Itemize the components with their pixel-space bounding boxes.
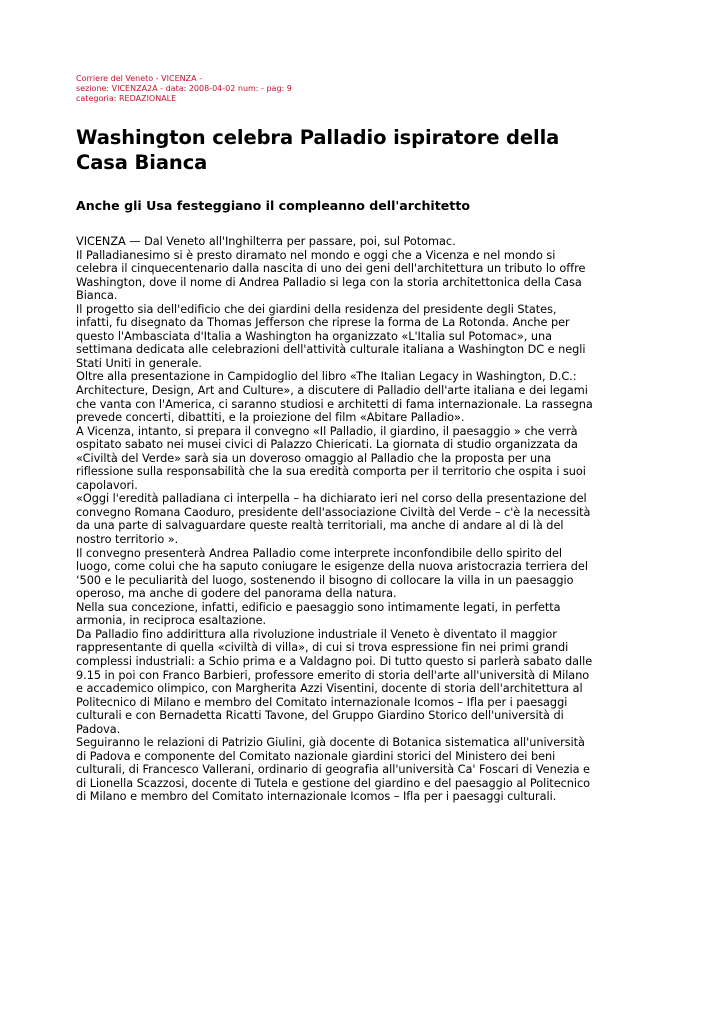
paragraph: A Vicenza, intanto, si prepara il convegno «Il Palladio, il giardino, il paesaggio » che verrà ospitato sabato nei musei civici di Palazzo Chiericati. La giornata di studio organizzata da «Civiltà del Verde» sarà sia un doveroso omaggio al Palladio che la proposta per una riflessione sulla responsabilità che la sua eredità comporta per il territorio che ospita i suoi capolavori. (76, 424, 586, 492)
paragraph: Nella sua concezione, infatti, edificio e paesaggio sono intimamente legati, in perfetta armonia, in reciproca esaltazione. (76, 600, 561, 628)
article-body (76, 235, 596, 804)
paragraph: Il Palladianesimo si è presto diramato nel mondo e oggi che a Vicenza e nel mondo si celebra il cinquecentenario dalla nascita di uno dei geni dell'architettura un tributo lo offre Washington, dove il nome di Andrea Palladio si lega con la storia architettonica della Casa Bianca. (76, 248, 586, 303)
paragraph: «Oggi l'eredità palladiana ci interpella – ha dichiarato ieri nel corso della presentazione del convegno Romana Caoduro, presidente dell'associazione Civiltà del Verde – c'è la necessità da una parte di salvaguardare queste realtà territoriali, ma anche di andare al di là del nostro territorio ». (76, 492, 591, 547)
article-subtitle: Anche gli Usa festeggiano il compleanno dell'architetto (76, 198, 470, 213)
paragraph: VICENZA — Dal Veneto all'Inghilterra per passare, poi, sul Potomac. (76, 235, 456, 248)
paragraph: Da Palladio fino addirittura alla rivoluzione industriale il Veneto è diventato il maggior rappresentante di quella «civiltà di villa», di cui si trova espressione fin nei primi grandi complessi industriali: a Schio prima e a Valdagno poi. Di tutto questo si parlerà sabato dalle 9.15 in poi con Franco Barbieri, professore emerito di storia dell'arte all'università di Milano e accademico olimpico, con Margherita Azzi Visentini, docente di storia dell'architettura al Politecnico di Milano e membro del Comitato internazionale Icomos – Ifla per i paesaggi culturali e con Bernadetta Ricatti Tavone, del Gruppo Giardino Storico dell'università di Padova. (76, 627, 593, 736)
section-line: sezione: VICENZA2A - data: 2008-04-02 num: - pag: 9 (76, 84, 292, 93)
paragraph: Seguiranno le relazioni di Patrizio Giulini, già docente di Botanica sistematica all'università di Padova e componente del Comitato nazionale giardini storici del Ministero dei beni culturali, di Francesco Vallerani, ordinario di geografia all'università Ca' Foscari di Venezia e di Lionella Scazzosi, docente di Tutela e gestione del giardino e del paesaggio al Politecnico di Milano e membro del Comitato internazionale Icomos – Ifla per i paesaggi culturali. (76, 736, 591, 804)
document-page (76, 74, 596, 804)
paragraph: Il convegno presenterà Andrea Palladio come interprete inconfondibile dello spirito del luogo, come colui che ha saputo coniugare le esigenze della nuova aristocrazia terriera del ‘500 e le peculiarità del luogo, sostenendo il bisogno di collocare la villa in un paesaggio operoso, ma anche di godere del panorama della natura. (76, 546, 588, 601)
paragraph: Il progetto sia dell'edificio che dei giardini della residenza del presidente degli States, infatti, fu disegnato da Thomas Jefferson che riprese la forma de La Rotonda. Anche per questo l'Ambasciata d'Italia a Washington ha organizzato «L'Italia sul Potomac», una settimana dedicata alle celebrazioni dell'attività culturale italiana a Washington DC e negli Stati Uniti in generale. (76, 302, 586, 370)
category-line: categoria: REDAZIONALE (76, 94, 177, 103)
source-line: Corriere del Veneto - VICENZA - (76, 74, 203, 83)
source-metadata (76, 74, 596, 104)
article-title: Washington celebra Palladio ispiratore della Casa Bianca (76, 126, 560, 174)
paragraph: Oltre alla presentazione in Campidoglio del libro «The Italian Legacy in Washington, D.C.: Architecture, Design, Art and Culture», a discutere di Palladio dell'arte italiana e dei legami che vanta con l'America, ci saranno studiosi e architetti di fama internazionale. La rassegna prevede concerti, dibattiti, e la proiezione del film «Abitare Palladio». (76, 370, 593, 425)
